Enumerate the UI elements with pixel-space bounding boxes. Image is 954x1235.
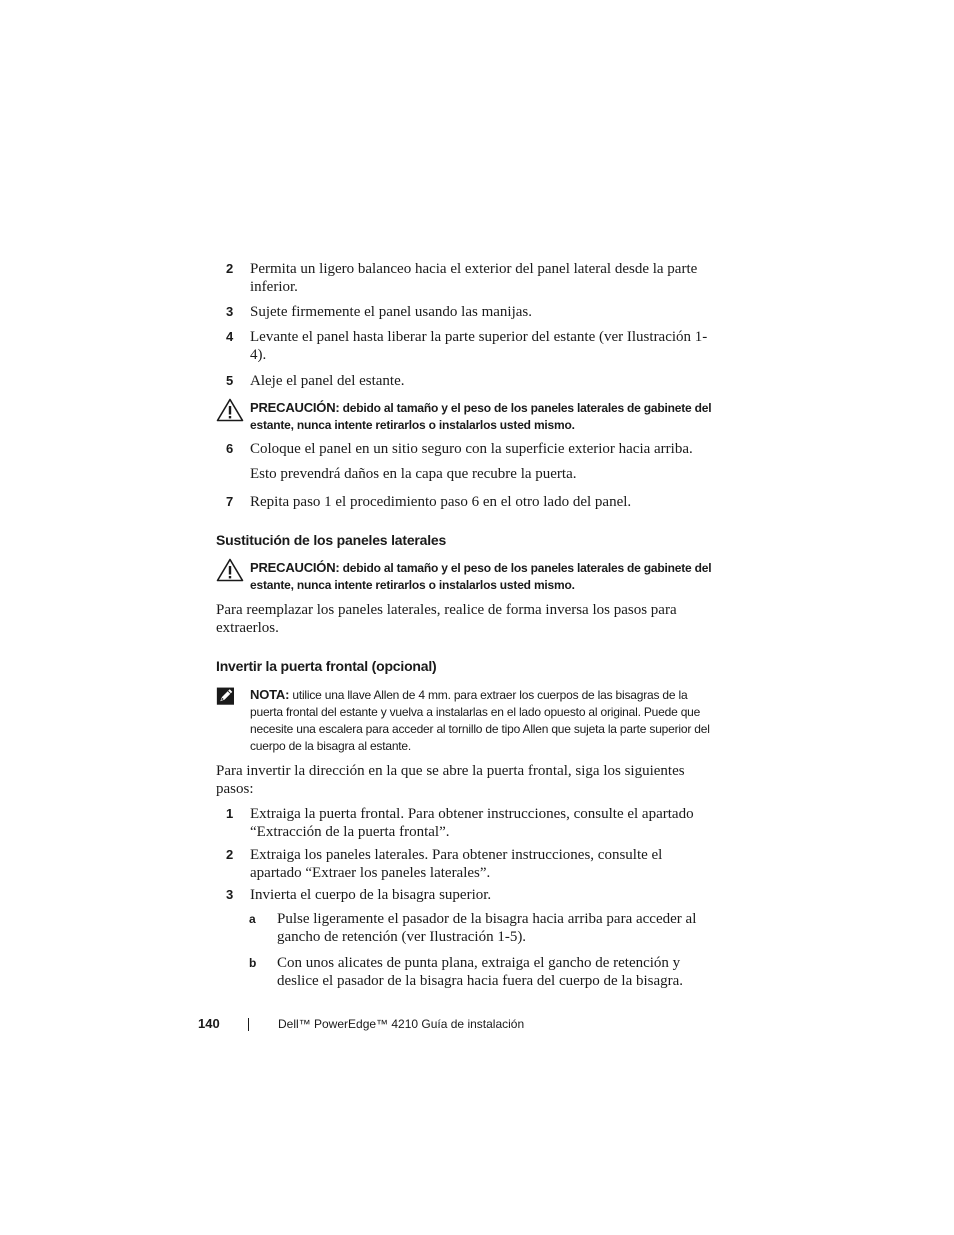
step-text: Coloque el panel en un sitio seguro con la superficie exterior hacia arriba. xyxy=(250,441,693,457)
step-6-subtext: Esto prevendrá daños en la capa que recubre la puerta. xyxy=(250,466,577,482)
step-number: 1 xyxy=(226,806,234,821)
step-text: Extraiga la puerta frontal. Para obtener instrucciones, consulte el apartado “Extracción de la puerta frontal”. xyxy=(250,806,694,840)
step-text: Invierta el cuerpo de la bisagra superior. xyxy=(250,887,492,903)
step-7 xyxy=(226,493,716,511)
page-number: 140 xyxy=(198,1016,220,1031)
step-number: 2 xyxy=(226,847,234,862)
step-6 xyxy=(226,440,716,458)
footer-title: Dell™ PowerEdge™ 4210 Guía de instalación xyxy=(278,1017,525,1031)
step-text: Sujete firmemente el panel usando las manijas. xyxy=(250,304,532,320)
caution-label: PRECAUCIÓN: xyxy=(250,400,340,415)
step-4 xyxy=(226,328,716,364)
note-label: NOTA: xyxy=(250,687,290,702)
warning-triangle-icon xyxy=(216,398,244,422)
invert-substep-b xyxy=(249,954,719,990)
section-heading-replace: Sustitución de los paneles laterales xyxy=(216,532,447,548)
caution-text: debido al tamaño y el peso de los paneles laterales de gabinete del estante, nunca intente retirarlos o instalarlos usted mismo. xyxy=(250,401,712,432)
footer-divider xyxy=(248,1018,249,1031)
caution-notice-2 xyxy=(216,558,716,594)
warning-triangle-icon xyxy=(216,558,244,582)
step-text: Levante el panel hasta liberar la parte superior del estante (ver Ilustración 1-4). xyxy=(250,329,708,363)
caution-notice xyxy=(216,398,716,434)
caution-text: debido al tamaño y el peso de los paneles laterales de gabinete del estante, nunca intente retirarlos o instalarlos usted mismo. xyxy=(250,561,712,592)
step-3 xyxy=(226,303,716,321)
step-text: Extraiga los paneles laterales. Para obtener instrucciones, consulte el apartado “Extraer los paneles laterales”. xyxy=(250,847,663,881)
step-number: 6 xyxy=(226,441,234,456)
step-text: Permita un ligero balanceo hacia el exterior del panel lateral desde la parte inferior. xyxy=(250,261,698,295)
step-number: 5 xyxy=(226,373,234,388)
substep-letter: a xyxy=(249,912,256,926)
substep-text: Pulse ligeramente el pasador de la bisagra hacia arriba para acceder al gancho de retención (ver Ilustración 1-5). xyxy=(277,911,697,945)
step-number: 2 xyxy=(226,261,234,276)
note-notice xyxy=(216,686,716,754)
invert-substep-a xyxy=(249,910,719,946)
invert-intro: Para invertir la dirección en la que se abre la puerta frontal, siga los siguientes pasos: xyxy=(216,763,685,797)
invert-step-2 xyxy=(226,846,716,882)
step-number: 3 xyxy=(226,887,234,902)
caution-label: PRECAUCIÓN: xyxy=(250,560,340,575)
substep-letter: b xyxy=(249,956,257,970)
step-number: 7 xyxy=(226,494,234,509)
invert-step-3 xyxy=(226,886,716,904)
invert-step-1 xyxy=(226,805,716,841)
step-number: 4 xyxy=(226,329,234,344)
note-pencil-icon xyxy=(216,686,240,708)
step-2 xyxy=(226,260,716,296)
step-number: 3 xyxy=(226,304,234,319)
note-text: utilice una llave Allen de 4 mm. para extraer los cuerpos de las bisagras de la puerta frontal del estante y vuelva a instalarlas en el lado opuesto al original. Puede que necesite una escalera para acceder al tornillo de tipo Allen que sujeta la parte superior del cuerpo de la bisagra al estante. xyxy=(250,688,710,753)
step-text: Repita paso 1 el procedimiento paso 6 en el otro lado del panel. xyxy=(250,494,632,510)
step-text: Aleje el panel del estante. xyxy=(250,373,405,389)
step-5 xyxy=(226,372,716,390)
substep-text: Con unos alicates de punta plana, extraiga el gancho de retención y deslice el pasador de la bisagra hacia fuera del cuerpo de la bisagra. xyxy=(277,955,684,989)
replace-paragraph: Para reemplazar los paneles laterales, realice de forma inversa los pasos para extraerlos. xyxy=(216,602,677,636)
section-heading-invert: Invertir la puerta frontal (opcional) xyxy=(216,658,437,674)
